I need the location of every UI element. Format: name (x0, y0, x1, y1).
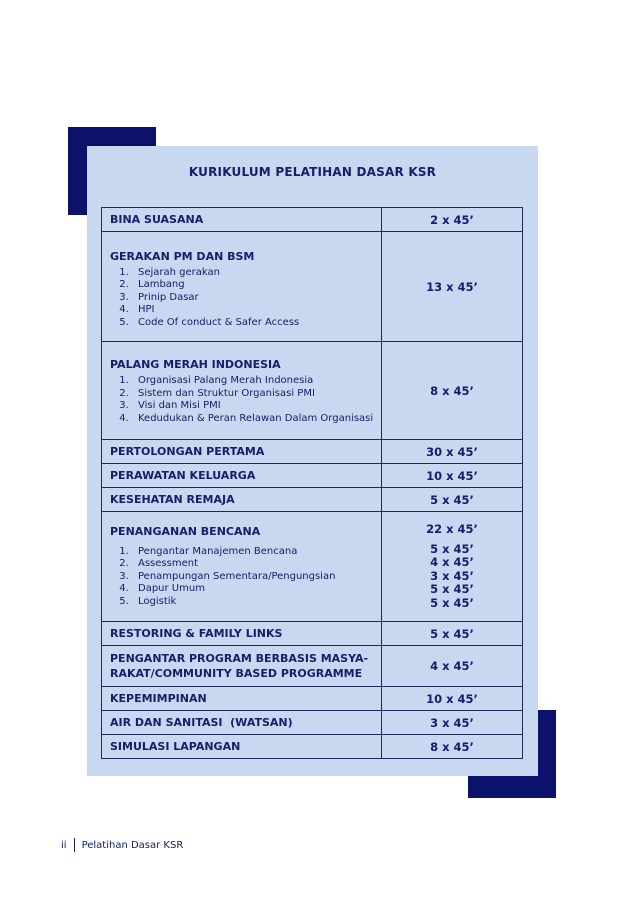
table-row (102, 622, 523, 646)
duration-cell: 5 x 45’ (382, 488, 523, 512)
duration-list (383, 523, 521, 610)
list-item: 3. Visi dan Misi PMI (132, 400, 381, 413)
topic-label: KEPEMIMPINAN (110, 692, 207, 705)
curriculum-table (101, 207, 523, 759)
list-item: 3. Prinip Dasar (132, 292, 381, 305)
list-item: 3. Penampungan Sementara/Pengungsian (132, 571, 381, 584)
table-row (102, 711, 523, 735)
duration-item: 5 x 45’ (430, 595, 474, 610)
duration-cell: 2 x 45’ (382, 208, 523, 232)
list-item: 5. Code Of conduct & Safer Access (132, 317, 381, 330)
list-item: 1. Pengantar Manajemen Bencana (132, 546, 381, 559)
list-item: 5. Logistik (132, 596, 381, 609)
footer-divider (74, 838, 75, 852)
duration-cell: 5 x 45’ (382, 622, 523, 646)
topic-label: AIR DAN SANITASI (WATSAN) (110, 716, 293, 729)
topic-label: PERAWATAN KELUARGA (110, 469, 256, 482)
sub-topic-list (110, 546, 381, 609)
table-row (102, 440, 523, 464)
duration-cell: 8 x 45’ (382, 342, 523, 440)
duration-cell: 10 x 45’ (382, 464, 523, 488)
topic-label: KESEHATAN REMAJA (110, 493, 235, 506)
topic-label-line-2: RAKAT/COMMUNITY BASED PROGRAMME (110, 667, 363, 680)
duration-cell: 8 x 45’ (382, 735, 523, 759)
table-row (102, 464, 523, 488)
sub-topic-list (110, 375, 381, 425)
page-title: KURIKULUM PELATIHAN DASAR KSR (188, 165, 437, 179)
table-row (102, 687, 523, 711)
topic-label: BINA SUASANA (110, 213, 204, 226)
sub-topic-list (110, 267, 381, 330)
page-footer (61, 838, 183, 852)
table-row (102, 208, 523, 232)
duration-cell: 3 x 45’ (382, 711, 523, 735)
topic-label: PENANGANAN BENCANA (110, 524, 261, 538)
table-row (102, 735, 523, 759)
table-row (102, 342, 523, 440)
table-row (102, 646, 523, 687)
list-item: 2. Lambang (132, 279, 381, 292)
footer-text: Pelatihan Dasar KSR (81, 839, 184, 851)
list-item: 1. Sejarah gerakan (132, 267, 381, 280)
list-item: 2. Assessment (132, 558, 381, 571)
list-item: 1. Organisasi Palang Merah Indonesia (132, 375, 381, 388)
page-number: ii (61, 839, 67, 851)
topic-label: PERTOLONGAN PERTAMA (110, 445, 265, 458)
duration-item: 5 x 45’ (430, 541, 474, 556)
duration-item: 5 x 45’ (430, 582, 474, 596)
table-row (102, 488, 523, 512)
list-item: 4. HPI (132, 304, 381, 317)
topic-label-line-1: PENGANTAR PROGRAM BERBASIS MASYA- (110, 652, 369, 665)
duration-cell: 30 x 45’ (382, 440, 523, 464)
list-item: 2. Sistem dan Struktur Organisasi PMI (132, 388, 381, 401)
list-item: 4. Kedudukan & Peran Relawan Dalam Organisasi (132, 413, 381, 426)
duration-cell: 13 x 45’ (382, 232, 523, 342)
table-row (102, 512, 523, 622)
duration-cell: 4 x 45’ (382, 646, 523, 687)
curriculum-panel (87, 146, 538, 776)
table-row (102, 232, 523, 342)
topic-label: GERAKAN PM DAN BSM (110, 249, 255, 263)
topic-label: PALANG MERAH INDONESIA (110, 358, 281, 371)
topic-label: RESTORING & FAMILY LINKS (110, 627, 283, 640)
duration-cell: 10 x 45’ (382, 687, 523, 711)
duration-item: 3 x 45’ (430, 568, 474, 583)
list-item: 4. Dapur Umum (132, 583, 381, 596)
duration-total: 22 x 45’ (426, 522, 478, 536)
duration-item: 4 x 45’ (430, 555, 474, 569)
topic-label: SIMULASI LAPANGAN (110, 740, 241, 753)
